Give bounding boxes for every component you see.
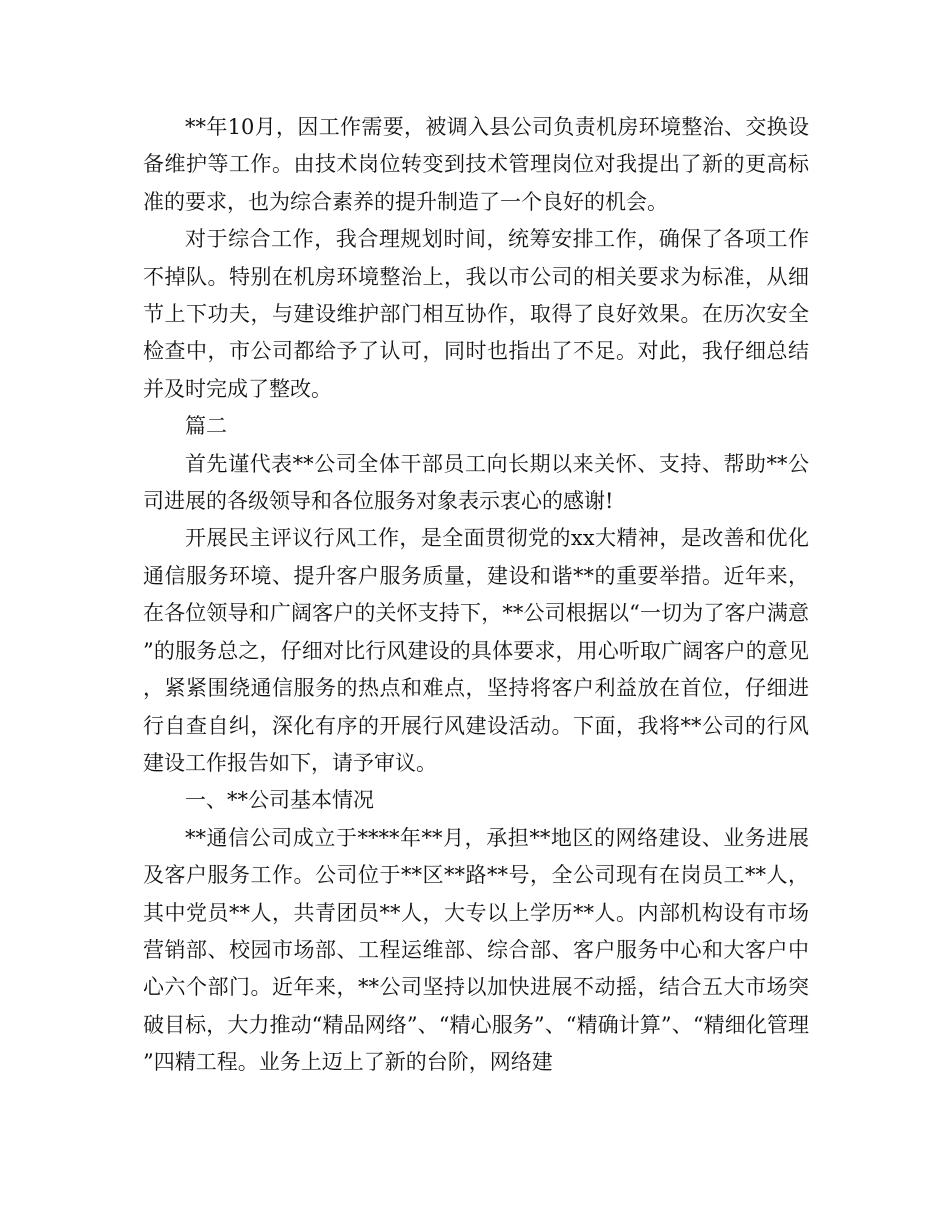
paragraph-company-overview: **通信公司成立于****年**月，承担**地区的网络建设、业务进展及客户服务工作。公司位于**区**路**号，全公司现有在岗员工**人，其中党员**人，共青团员**人，大专以上学历**人。内部机构设有市场营销部、校园市场部、工程运维部、综合部、客户服务中心和大客户中心六个部门。近年来，**公司坚持以加快进展不动摇，结合五大市场突破目标，大力推动“精品网络”、“精心服务”、“精确计算”、“精细化管理”四精工程。业务上迈上了新的台阶，网络建: [143, 825, 809, 1075]
section-heading-part-two: 篇二: [185, 414, 227, 439]
document-body: [143, 109, 809, 1082]
paragraph-thanks: 首先谨代表**公司全体干部员工向长期以来关怀、支持、帮助**公司进展的各级领导和各位服务对象表示衷心的感谢!: [143, 451, 809, 514]
paragraph-evaluation: 开展民主评议行风工作，是全面贯彻党的xx大精神，是改善和优化通信服务环境、提升客户服务质量，建设和谐**的重要举措。近年来，在各位领导和广阔客户的关怀支持下，**公司根据以“一切为了客户满意”的服务总之，仔细对比行风建设的具体要求，用心听取广阔客户的意见，紧紧围绕通信服务的热点和难点，坚持将客户利益放在首位，仔细进行自查自纠，深化有序的开展行风建设活动。下面，我将**公司的行风建设工作报告如下，请予审议。: [143, 526, 809, 775]
paragraph-comprehensive-work: 对于综合工作，我合理规划时间，统筹安排工作，确保了各项工作不掉队。特别在机房环境整治上，我以市公司的相关要求为标准，从细节上下功夫，与建设维护部门相互协作，取得了良好效果。在历次安全检查中，市公司都给予了认可，同时也指出了不足。对此，我仔细总结并及时完成了整改。: [143, 227, 809, 401]
section-heading-basic-info: 一、**公司基本情况: [185, 788, 374, 813]
paragraph-transfer-intro: **年10月，因工作需要，被调入县公司负责机房环境整治、交换设备维护等工作。由技术岗位转变到技术管理岗位对我提出了新的更高标准的要求，也为综合素养的提升制造了一个良好的机会。: [143, 115, 809, 214]
